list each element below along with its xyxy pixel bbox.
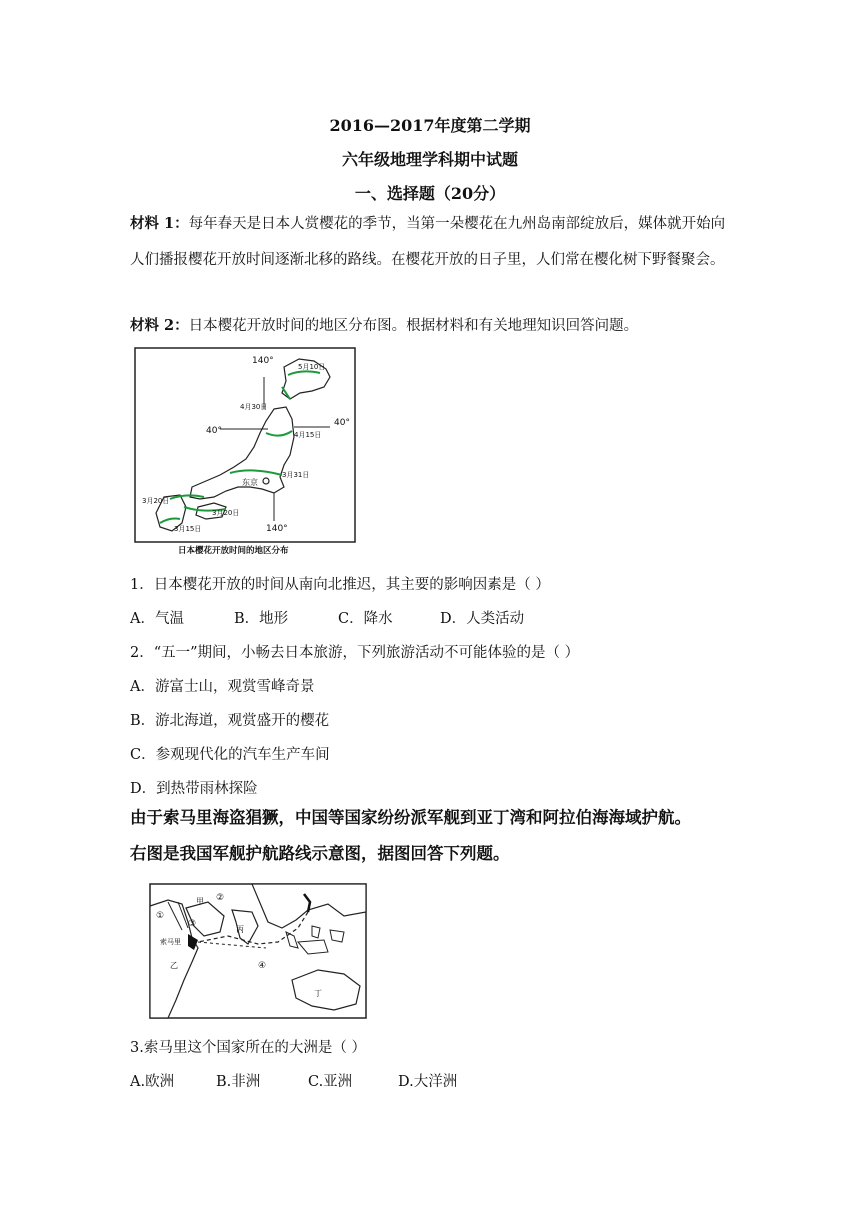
question-2-stem: 2．“五一”期间，小畅去日本旅游，下列旅游活动不可能体验的是（ ） (130, 645, 580, 661)
marker-2: ② (216, 893, 225, 903)
japan-cherry-map (134, 347, 358, 557)
lat-right-label: 40° (334, 418, 350, 428)
question-3-options (130, 1070, 457, 1091)
date-label-mar20-shikoku: 3月20日 (212, 509, 240, 517)
q2-option-c: C．参观现代化的汽车生产车间 (130, 747, 330, 763)
q1-option-d: D．人类活动 (440, 611, 525, 627)
material-2 (130, 308, 730, 344)
label-ding: 丁 (314, 989, 322, 998)
label-jia: 甲 (196, 897, 204, 906)
date-label-mar20-west: 3月20日 (142, 497, 170, 505)
material-1 (130, 206, 730, 278)
date-label-apr15: 4月15日 (294, 431, 322, 439)
question-3-stem: 3.索马里这个国家所在的大洲是（ ） (130, 1040, 366, 1056)
doc-title-subject: 六年级地理学科期中试题 (341, 150, 518, 169)
question-1-options (130, 607, 524, 628)
marker-1: ① (156, 911, 165, 921)
map1-caption: 日本樱花开放时间的地区分布 (178, 546, 289, 556)
lon-bottom-label: 140° (266, 524, 288, 534)
date-label-may10: 5月10日 (298, 363, 326, 371)
q3-option-c: C.亚洲 (308, 1074, 353, 1090)
material-2-label: 材料 2： (130, 317, 189, 334)
material-1-text: 每年春天是日本人赏樱花的季节，当第一朵樱花在九州岛南部绽放后，媒体就开始向人们播报樱花开放时间逐渐北移的路线。在樱花开放的日子里，人们常在樱化树下野餐聚会。 (130, 216, 726, 268)
material-1-label: 材料 1： (130, 215, 189, 232)
label-yi: 乙 (170, 961, 178, 970)
q1-option-c: C．降水 (338, 611, 393, 627)
q3-option-d: D.大洋洲 (398, 1074, 458, 1090)
label-somalia: 索马里 (160, 938, 181, 946)
escort-route-map (148, 882, 372, 1024)
q2-option-a: A．游富士山，观赏雪峰奇景 (130, 679, 315, 695)
date-label-mar15: 3月15日 (174, 525, 202, 533)
material-2-text: 日本樱花开放时间的地区分布图。根据材料和有关地理知识回答问题。 (188, 318, 639, 334)
marker-4: ④ (258, 961, 267, 971)
doc-title-year: 2016—2017年度第二学期 (329, 116, 531, 135)
question-1-stem: 1．日本樱花开放的时间从南向北推迟，其主要的影响因素是（ ） (130, 577, 550, 593)
lat-left-label: 40° (206, 426, 222, 436)
q1-option-b: B．地形 (234, 611, 289, 627)
lon-top-label: 140° (252, 356, 274, 366)
marker-3: ③ (188, 919, 197, 929)
intro-somali-1: 由于索马里海盗猖獗，中国等国家纷纷派军舰到亚丁湾和阿拉伯海海域护航。 (130, 808, 691, 827)
q2-option-d: D．到热带雨林探险 (130, 781, 258, 797)
date-label-apr30: 4月30日 (240, 403, 268, 411)
q3-option-a: A.欧洲 (130, 1074, 175, 1090)
section-heading: 一、选择题（20分） (354, 184, 506, 203)
intro-somali-2: 右图是我国军舰护航路线示意图，据图回答下列题。 (130, 844, 510, 863)
label-bing: 丙 (236, 925, 244, 934)
date-label-mar31: 3月31日 (282, 471, 310, 479)
q3-option-b: B.非洲 (216, 1074, 261, 1090)
q1-option-a: A．气温 (130, 611, 184, 627)
city-label-tokyo: 东京 (242, 478, 258, 487)
q2-option-b: B．游北海道，观赏盛开的樱花 (130, 713, 330, 729)
